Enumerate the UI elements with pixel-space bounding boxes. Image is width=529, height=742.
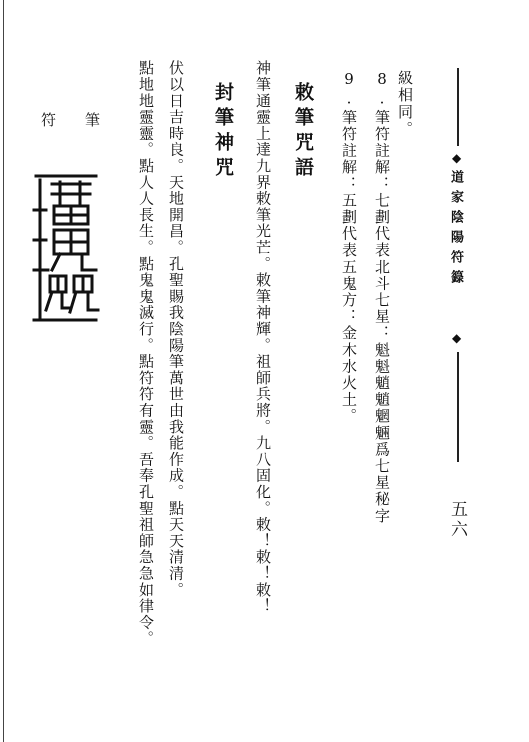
talisman-svg [30,170,102,330]
heading-chibi-zhouyu: 敕筆咒語 [292,82,314,182]
diamond-bottom-icon: ◆ [452,331,462,345]
incantation-1-text: 神筆通靈上達九界敕筆光芒。敕筆神輝。祖師兵將。九八固化。敕！敕！敕！ [254,60,272,615]
header-rule-top [457,68,459,146]
running-title: 道家陰陽符籙 [448,170,463,290]
diamond-top-icon: ◆ [452,151,462,165]
header-rule-bottom [457,352,459,462]
incantation-2-line2: 點地地靈靈。點人人長生。點鬼鬼滅行。點符符有靈。吾奉孔聖祖師急急如律令。 [137,60,155,647]
talisman-figure [30,170,102,330]
note-continuation: 級相同。 [396,70,414,138]
page-edge-line [3,0,4,742]
talisman-label-fu: 符 [39,112,57,127]
note-8: 8.筆符註解：七劃代表北斗七星：魁魁魈魈魍魎爲七星秘字 [373,70,391,525]
heading-fengbi-shenzhou: 封筆神咒 [212,82,234,182]
page-number: 五六 [447,500,467,540]
talisman-label-bi: 筆 [83,112,101,127]
note-9: 9.筆符註解：五劃代表五鬼方：金木水火土。 [340,70,358,425]
incantation-2-line1: 伏以日吉時良。天地開昌。孔聖賜我陰陽筆萬世由我能作成。點天天清清。 [167,60,185,598]
